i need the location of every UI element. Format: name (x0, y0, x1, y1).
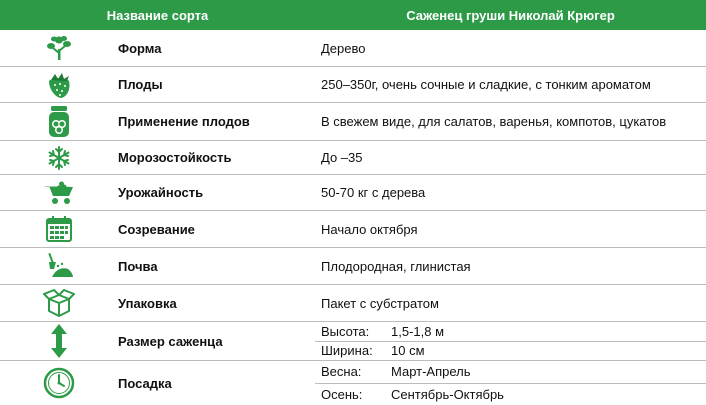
table-row-seedling-size (0, 322, 706, 361)
row-label: Морозостойкость (118, 150, 232, 165)
sub-key: Весна: (321, 364, 362, 380)
sub-row-height (315, 322, 706, 341)
row-label: Размер саженца (118, 333, 223, 349)
row-value: В свежем виде, для салатов, варенья, компотов, цукатов (321, 114, 667, 129)
wheelbarrow-icon (0, 181, 118, 205)
sub-key: Ширина: (321, 343, 373, 359)
clock-icon (0, 367, 118, 399)
sub-value: 1,5-1,8 м (391, 323, 445, 339)
table-row-fruits (0, 67, 706, 103)
strawberry-icon (0, 71, 118, 99)
table-row-frost-resistance (0, 141, 706, 175)
calendar-icon (0, 215, 118, 243)
sub-row-autumn (315, 383, 706, 405)
sub-value: 10 см (391, 343, 425, 359)
sub-key: Осень: (321, 386, 363, 402)
row-value: Плодородная, глинистая (321, 258, 471, 274)
table-row-planting (0, 361, 706, 405)
sub-value: Сентябрь-Октябрь (391, 386, 504, 402)
seedling-size-values (315, 322, 706, 360)
jar-icon (0, 105, 118, 139)
row-label: Созревание (118, 221, 195, 237)
row-value: 250–350г, очень сочные и сладкие, с тонким ароматом (321, 77, 651, 92)
row-value: Пакет с субстратом (321, 295, 439, 311)
row-label: Упаковка (118, 295, 177, 311)
arrow-updown-icon (0, 324, 118, 358)
sub-key: Высота: (321, 323, 370, 339)
row-label: Применение плодов (118, 114, 250, 129)
table-header (0, 0, 706, 30)
table-row-ripening (0, 211, 706, 248)
row-label: Плоды (118, 77, 163, 92)
table-row-yield (0, 175, 706, 211)
planting-values (315, 361, 706, 405)
header-product-name: Саженец груши Николай Крюгер (406, 7, 615, 23)
row-label: Урожайность (118, 185, 204, 200)
tree-icon (0, 35, 118, 61)
shovel-icon (0, 253, 118, 279)
header-variety-name: Название сорта (106, 7, 209, 23)
table-row-fruit-usage (0, 103, 706, 141)
table-row-packaging (0, 285, 706, 322)
snowflake-icon (0, 146, 118, 170)
row-value: Дерево (321, 40, 366, 56)
sub-row-spring (315, 361, 706, 383)
row-label: Форма (118, 40, 162, 56)
row-value: 50-70 кг с дерева (321, 185, 426, 200)
table-row-soil (0, 248, 706, 285)
row-label: Почва (118, 258, 158, 274)
row-label: Посадка (118, 375, 172, 391)
sub-value: Март-Апрель (391, 364, 471, 380)
row-value: До –35 (321, 150, 363, 165)
sub-row-width (315, 341, 706, 361)
row-value: Начало октября (321, 221, 418, 237)
table-row-form (0, 30, 706, 67)
box-icon (0, 289, 118, 317)
